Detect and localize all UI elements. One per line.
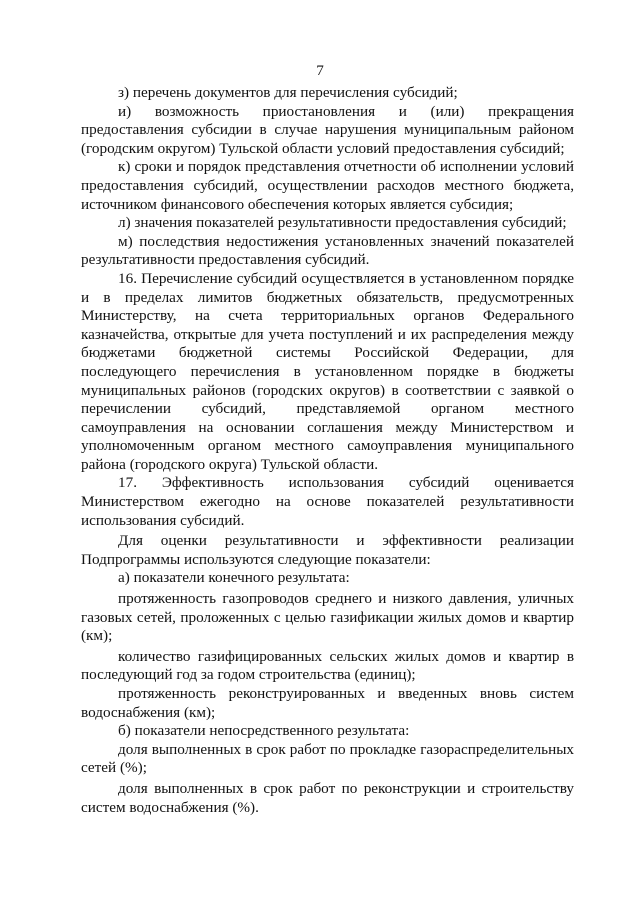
paragraph-indicators-intro: Для оценки результативности и эффективности реализации Подпрограммы используются следующие показатели:: [81, 532, 574, 568]
paragraph-water-systems: протяженность реконструированных и введенных вновь систем водоснабжения (км);: [81, 685, 574, 721]
document-body: [81, 84, 574, 817]
paragraph-l: л) значения показателей результативности предоставления субсидий;: [118, 214, 567, 232]
paragraph-17: 17. Эффективность использования субсидий оценивается Министерством ежегодно на основе показателей результативности использования субсидий.: [81, 474, 574, 529]
paragraph-a: а) показатели конечного результата:: [118, 569, 350, 587]
paragraph-gas-pipelines: протяженность газопроводов среднего и низкого давления, уличных газовых сетей, проложенных с целью газификации жилых домов и квартир (км);: [81, 590, 574, 645]
paragraph-m: м) последствия недостижения установленных значений показателей результативности предоставления субсидий.: [81, 232, 574, 269]
paragraph-gas-networks-share: доля выполненных в срок работ по прокладке газораспределительных сетей (%);: [81, 740, 574, 777]
paragraph-gasified-houses: количество газифицированных сельских жилых домов и квартир в последующий год за годом строительства (единиц);: [81, 647, 574, 684]
paragraph-i: и) возможность приостановления и (или) прекращения предоставления субсидии в случае нарушения муниципальным районом (городским округом) Тульской области условий предоставления субсидий;: [81, 102, 574, 157]
paragraph-water-share: доля выполненных в срок работ по реконструкции и строительству систем водоснабжения (%).: [81, 779, 574, 816]
paragraph-16: 16. Перечисление субсидий осуществляется в установленном порядке и в пределах лимитов бюджетных обязательств, предусмотренных Министерству, на счета территориальных органов Федерального казначейства, открытые для учета поступлений и их распределения между бюджетами бюджетной системы Российской Федерации, для последующего перечисления в установленном порядке в бюджеты муниципальных районов (городских округов) в соответствии с заявкой о перечислении субсидий, представляемой органом местного самоуправления на основании соглашения между Министерством и уполномоченным органом местного самоуправления муниципального района (городского округа) Тульской области.: [81, 269, 574, 473]
page-number: 7: [316, 62, 324, 79]
paragraph-b: б) показатели непосредственного результата:: [118, 722, 410, 740]
paragraph-z: з) перечень документов для перечисления субсидий;: [118, 84, 458, 101]
paragraph-k: к) сроки и порядок представления отчетности об исполнении условий предоставления субсидий, осуществлении расходов местного бюджета, источником финансового обеспечения которых является субсидия;: [81, 158, 574, 213]
